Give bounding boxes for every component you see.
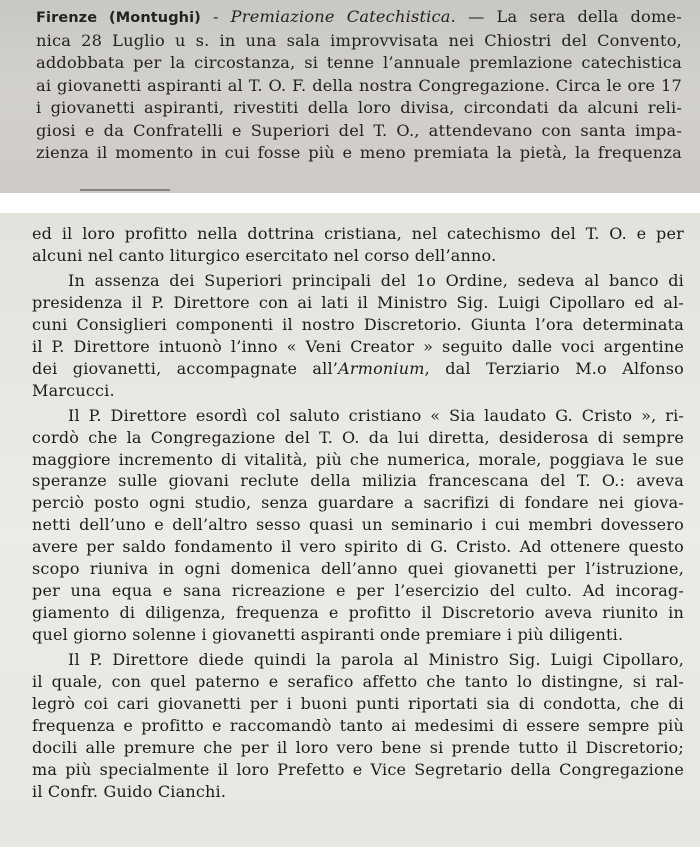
text-line: il Confr. Guido Cianchi. [32,781,227,801]
top-line: La sera della dome- [496,7,682,26]
text-line: ma più specialmente il loro Prefetto e Vice Segretario della Congregazione [32,759,684,779]
top-line: nica 28 Luglio u s. in una sala improvvisata nei Chiostri del Convento, [36,30,682,50]
text-line: cordò che la Congregazione del T. O. da lui diretta, desiderosa di sempre [32,427,684,447]
article-title: Premiazione Catechistica. [230,7,457,26]
text-line: In assenza dei Superiori principali del 1o Ordine, sedeva al banco di [68,270,684,290]
text-line: presidenza il P. Direttore con ai lati il Ministro Sig. Luigi Cipollaro ed al- [32,292,684,312]
top-line: giosi e da Confratelli e Superiori del T. O., attendevano con santa impa- [36,120,682,140]
header-separator: - [200,7,231,26]
paragraph-3 [32,405,684,646]
text-line: speranze sulle giovani reclute della milizia francescana del T. O.: aveva [32,471,684,491]
text-line: alcuni nel canto liturgico esercitato nel corso dell’anno. [32,245,497,265]
text-fragment: , dal Terziario M.o Alfonso [424,358,684,378]
top-clipping [0,0,700,193]
text-line: scopo riuniva in ogni domenica dell’anno quei giovanetti per l’istruzione, [32,559,684,579]
text-line: il quale, con quel paterno e serafico affetto che tanto lo distingne, si ral- [32,672,684,692]
paragraph-1 [32,223,684,267]
paragraph-2 [32,270,684,402]
text-line: docili alle premure che per il loro vero bene si prende tutto il Discretorio; [32,737,684,757]
text-line: frequenza e profitto e raccomandò tanto ai medesimi di essere sempre più [32,715,684,735]
clip-gap [0,193,700,213]
text-line: perciò posto ogni studio, senza guardare a sacrifizi di fondare nei giova- [32,493,684,513]
text-line [32,358,684,380]
text-line: per una equa e sana ricreazione e per l’esercizio del culto. Ad incorag- [32,581,684,601]
text-line: il P. Direttore intuonò l’inno « Veni Creator » seguito dalle voci argentine [32,336,684,356]
text-line: Il P. Direttore esordì col saluto cristiano « Sia laudato G. Cristo », ri- [68,405,684,425]
text-line: netti dell’uno e dell’altro sesso quasi un seminario i cui membri dovessero [32,515,684,535]
text-line: giamento di diligenza, frequenza e profitto il Discretorio aveva riunito in [32,603,684,623]
top-line: zienza il momento in cui fosse più e meno premiata la pietà, la frequenza [36,143,682,162]
text-fragment: dei giovanetti, accompagnate all’ [32,358,339,378]
text-line: legrò coi cari giovanetti per i buoni punti riportati sia di condotta, che di [32,694,684,714]
article-header-line [36,6,682,30]
top-line: addobbata per la circostanza, si tenne l’annuale premlazione catechistica [36,53,682,72]
text-line: maggiore incremento di vitalità, più che numerica, morale, poggiava le sue [32,449,684,469]
text-line: quel giorno solenne i giovanetti aspiranti onde premiare i più diligenti. [32,625,624,645]
text-line: Marcucci. [32,380,115,400]
top-line: ai giovanetti aspiranti al T. O. F. della nostra Congregazione. Circa le ore 17 [36,75,682,95]
text-line: ed il loro profitto nella dottrina cristiana, nel catechismo del T. O. e per [32,224,684,243]
top-line: i giovanetti aspiranti, rivestiti della loro divisa, circondati da alcuni reli- [36,98,682,117]
paragraph-4 [32,649,684,803]
text-line: avere per saldo fondamento il vero spirito di G. Cristo. Ad ottenere questo [32,537,684,557]
bottom-clipping [0,213,700,847]
text-line: cuni Consiglieri componenti il nostro Discretorio. Giunta l’ora determinata [32,314,684,334]
italic-term: Armonium [338,358,425,378]
text-line: Il P. Direttore diede quindi la parola al Ministro Sig. Luigi Cipollaro, [68,650,684,670]
article-place: Firenze (Montughi) [36,10,201,26]
header-dash: — [456,7,497,26]
